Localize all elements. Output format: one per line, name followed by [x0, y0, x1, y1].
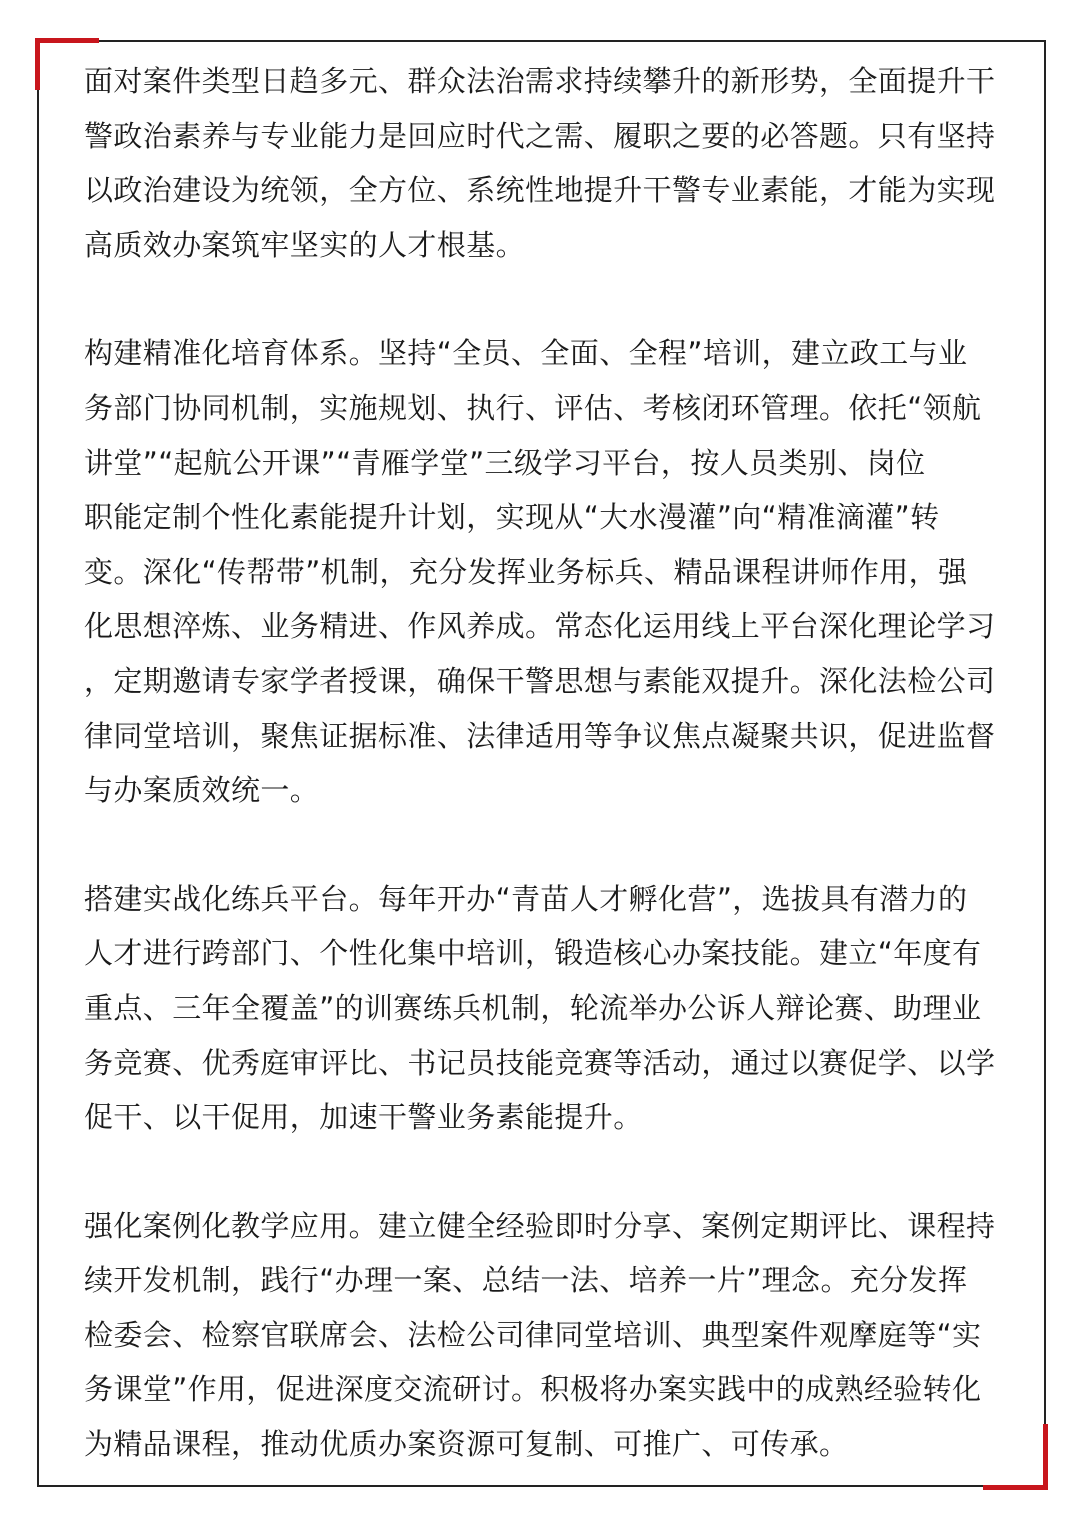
paragraph-case-teaching: 强化案例化教学应用。建立健全经验即时分享、案例定期评比、课程持 续开发机制，践行“办理一案、总结一法、培养一片”理念。充分发挥 检委会、检察官联席会、法检公司律同堂培训、典型案件观摩庭等“实 务课堂”作用，促进深度交流研讨。积极将办案实践中的成熟经验转化 为精品课程，推动优质办案资源可复制、可推广、可传承。	[84, 1208, 996, 1462]
paragraph-gap	[84, 272, 1002, 326]
paragraph-training-system: 构建精准化培育体系。坚持“全员、全面、全程”培训，建立政工与业 务部门协同机制，实施规划、执行、评估、考核闭环管理。依托“领航 讲堂”“起航公开课”“青雁学堂”三级学习平台，按人员类别、岗位 职能定制个性化素能提升计划，实现从“大水漫灌”向“精准滴灌”转 变。深化“传帮带”机制，充分发挥业务标兵、精品课程讲师作用，强 化思想淬炼、业务精进、作风养成。常态化运用线上平台深化理论学习 ，定期邀请专家学者授课，确保干警思想与素能双提升。深化法检公司 律同堂培训，聚焦证据标准、法律适用等争议焦点凝聚共识，促进监督 与办案质效统一。	[84, 336, 996, 808]
corner-accent-top-left-vertical	[35, 38, 40, 90]
paragraph-practice-platform: 搭建实战化练兵平台。每年开办“青苗人才孵化营”，选拔具有潜力的 人才进行跨部门、个性化集中培训，锻造核心办案技能。建立“年度有 重点、三年全覆盖”的训赛练兵机制，轮流举办公诉人辩论赛、助理业 务竞赛、优秀庭审评比、书记员技能竞赛等活动，通过以赛促学、以学 促干、以干促用，加速干警业务素能提升。	[84, 881, 996, 1135]
article-body	[84, 54, 1002, 1472]
corner-accent-top-left	[35, 38, 99, 43]
corner-accent-bottom-right-vertical	[1043, 1424, 1048, 1490]
paragraph-gap	[84, 818, 1002, 872]
paragraph-intro: 面对案件类型日趋多元、群众法治需求持续攀升的新形势，全面提升干 警政治素养与专业能力是回应时代之需、履职之要的必答题。只有坚持 以政治建设为统领，全方位、系统性地提升干警专业素能，才能为实现 高质效办案筑牢坚实的人才根基。	[84, 64, 996, 262]
corner-accent-bottom-right	[983, 1485, 1048, 1490]
paragraph-gap	[84, 1145, 1002, 1199]
